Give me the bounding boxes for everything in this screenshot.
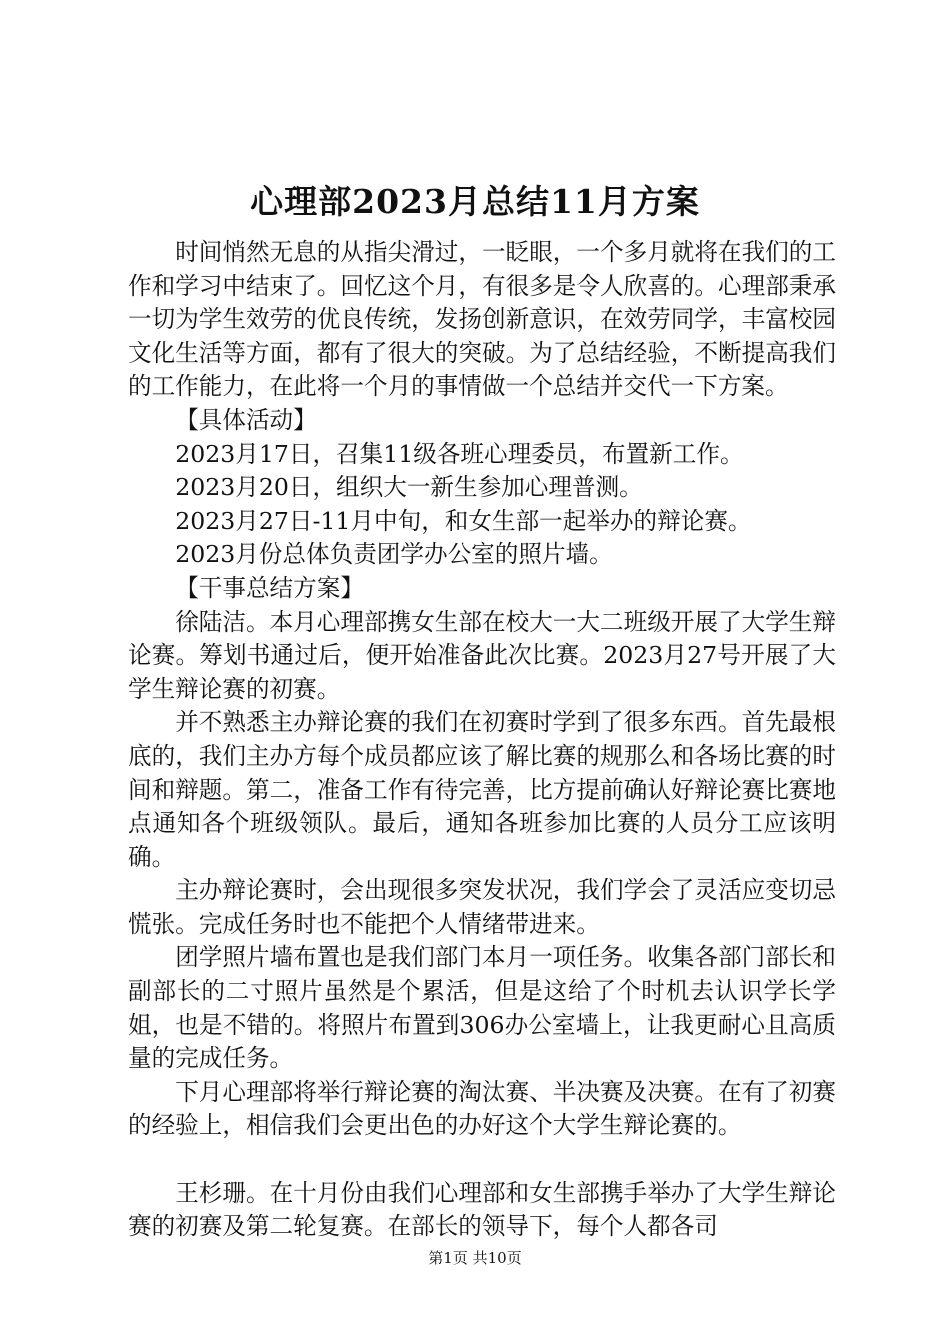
- paragraph-intro: 时间悄然无息的从指尖滑过，一眨眼，一个多月就将在我们的工作和学习中结束了。回忆这个月，有很多是令人欣喜的。心理部秉承一切为学生效劳的优良传统，发扬创新意识，在效劳同学，丰富校园文化生活等方面，都有了很大的突破。为了总结经验，不断提高我们的工作能力，在此将一个月的事情做一个总结并交代一下方案。: [128, 238, 836, 401]
- paragraph: 并不熟悉主办辩论赛的我们在初赛时学到了很多东西。首先最根底的，我们主办方每个成员都应该了解比赛的规那么和各场比赛的时间和辩题。第二，准备工作有待完善，比方提前确认好辩论赛比赛地点通知各个班级领队。最后，通知各班参加比赛的人员分工应该明确。: [128, 708, 836, 871]
- activity-item: 2023月份总体负责团学办公室的照片墙。: [175, 540, 613, 569]
- paragraph: 主办辩论赛时，会出现很多突发状况，我们学会了灵活应变切忌慌张。完成任务时也不能把个人情绪带进来。: [128, 876, 836, 938]
- document-body: [128, 236, 836, 1244]
- paragraph: 徐陆洁。本月心理部携女生部在校大一大二班级开展了大学生辩论赛。筹划书通过后，便开始准备此次比赛。2023月27号开展了大学生辩论赛的初赛。: [128, 607, 836, 703]
- blank-line: [128, 1143, 836, 1177]
- document-title: 心理部2023月总结11月方案: [250, 182, 700, 221]
- activity-item: 2023月20日，组织大一新生参加心理普测。: [175, 473, 643, 502]
- section-heading-activities: 【具体活动】: [175, 405, 317, 434]
- paragraph: 下月心理部将举行辩论赛的淘汰赛、半决赛及决赛。在有了初赛的经验上，相信我们会更出色的办好这个大学生辩论赛的。: [128, 1077, 836, 1140]
- activity-item: 2023月17日，召集11级各班心理委员，布置新工作。: [175, 439, 744, 468]
- paragraph: 王杉珊。在十月份由我们心理部和女生部携手举办了大学生辩论赛的初赛及第二轮复赛。在部长的领导下，每个人都各司: [128, 1178, 836, 1241]
- page-footer: 第1页 共10页: [428, 1249, 522, 1267]
- activity-item: 2023月27日-11月中旬，和女生部一起举办的辩论赛。: [175, 506, 752, 535]
- section-heading-summary: 【干事总结方案】: [175, 573, 364, 602]
- paragraph: 团学照片墙布置也是我们部门本月一项任务。收集各部门部长和副部长的二寸照片虽然是个累活，但是这给了个时机去认识学长学姐，也是不错的。将照片布置到306办公室墙上，让我更耐心且高质量的完成任务。: [128, 943, 836, 1073]
